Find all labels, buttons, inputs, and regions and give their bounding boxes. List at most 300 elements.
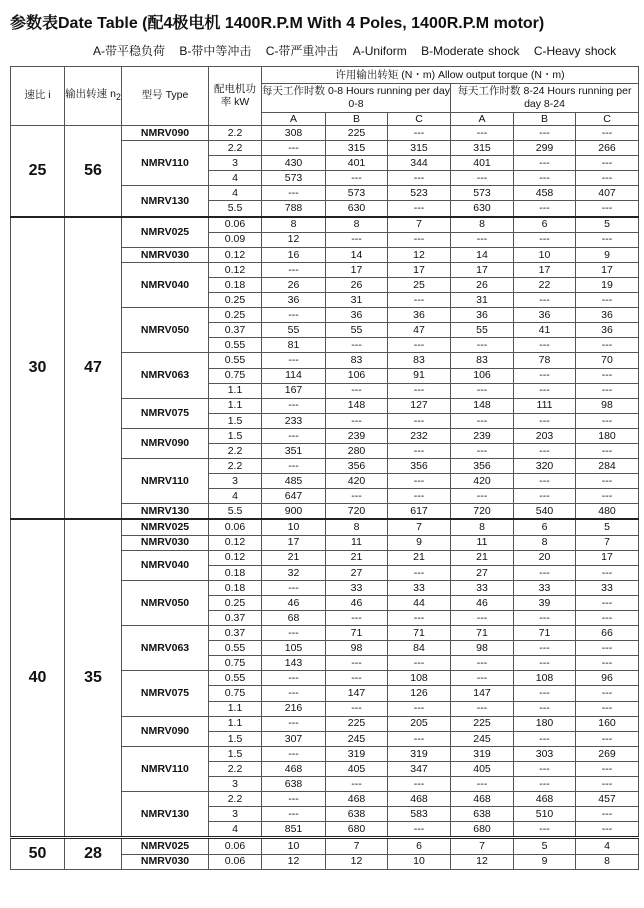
torque-cell: --- [388, 293, 451, 308]
torque-cell: --- [576, 701, 639, 716]
speed-cell: 56 [65, 126, 122, 217]
col-b-header: B [326, 113, 388, 126]
torque-cell: 420 [326, 474, 388, 489]
torque-cell: --- [576, 489, 639, 504]
torque-cell: --- [262, 792, 326, 807]
torque-cell: 84 [388, 641, 451, 656]
model-cell: NMRV040 [122, 262, 209, 307]
torque-cell: 78 [514, 353, 576, 368]
torque-cell: 12 [262, 854, 326, 869]
model-cell: NMRV030 [122, 247, 209, 262]
torque-cell: --- [388, 656, 451, 671]
power-cell: 0.37 [209, 611, 262, 626]
power-cell: 0.75 [209, 656, 262, 671]
torque-cell: 71 [388, 626, 451, 641]
torque-cell: 11 [451, 535, 514, 550]
torque-cell: --- [576, 731, 639, 746]
torque-cell: --- [514, 156, 576, 171]
torque-cell: 9 [576, 247, 639, 262]
torque-cell: 106 [326, 368, 388, 383]
torque-cell: 573 [262, 171, 326, 186]
torque-cell: 17 [388, 262, 451, 277]
model-cell: NMRV063 [122, 353, 209, 398]
torque-cell: 47 [388, 323, 451, 338]
torque-cell: 851 [262, 822, 326, 838]
model-cell: NMRV040 [122, 550, 209, 580]
torque-cell: --- [514, 686, 576, 701]
torque-cell: 225 [326, 716, 388, 731]
power-cell: 2.2 [209, 459, 262, 474]
power-cell: 0.55 [209, 338, 262, 353]
torque-cell: 39 [514, 595, 576, 610]
speed-cell: 28 [65, 838, 122, 869]
torque-cell: --- [388, 201, 451, 217]
torque-cell: --- [388, 383, 451, 398]
table-row [11, 519, 639, 535]
torque-cell: 401 [451, 156, 514, 171]
torque-cell: --- [514, 761, 576, 776]
power-cell: 4 [209, 489, 262, 504]
model-cell: NMRV130 [122, 186, 209, 217]
torque-cell: 8 [326, 217, 388, 233]
torque-cell: 66 [576, 626, 639, 641]
torque-cell: 41 [514, 323, 576, 338]
torque-cell: 36 [576, 323, 639, 338]
torque-cell: 680 [451, 822, 514, 838]
torque-cell: 7 [326, 838, 388, 854]
torque-cell: 106 [451, 368, 514, 383]
torque-cell: 36 [576, 308, 639, 323]
torque-cell: --- [576, 822, 639, 838]
torque-cell: 245 [326, 731, 388, 746]
torque-cell: 788 [262, 201, 326, 217]
legend-b-cn: B-带中等冲击 [179, 44, 252, 58]
legend-a-cn: A-带平稳负荷 [93, 44, 166, 58]
torque-cell: 457 [576, 792, 639, 807]
torque-cell: 55 [326, 323, 388, 338]
torque-cell: --- [576, 126, 639, 141]
torque-cell: 8 [326, 519, 388, 535]
torque-cell: --- [262, 262, 326, 277]
torque-cell: 36 [451, 308, 514, 323]
torque-cell: --- [262, 580, 326, 595]
torque-cell: 405 [326, 761, 388, 776]
table-row [11, 217, 639, 233]
power-cell: 1.5 [209, 746, 262, 761]
torque-cell: 485 [262, 474, 326, 489]
table-row [11, 838, 639, 854]
torque-cell: 71 [326, 626, 388, 641]
torque-cell: --- [451, 489, 514, 504]
torque-cell: --- [576, 413, 639, 428]
torque-cell: 319 [388, 746, 451, 761]
torque-cell: --- [326, 171, 388, 186]
torque-cell: 55 [262, 323, 326, 338]
torque-cell: --- [388, 565, 451, 580]
power-cell: 0.25 [209, 293, 262, 308]
torque-cell: --- [388, 413, 451, 428]
torque-cell: 239 [451, 428, 514, 443]
torque-cell: 108 [388, 671, 451, 686]
torque-cell: --- [451, 777, 514, 792]
torque-cell: --- [326, 671, 388, 686]
torque-cell: --- [262, 671, 326, 686]
torque-cell: --- [262, 398, 326, 413]
torque-cell: 27 [326, 565, 388, 580]
torque-cell: 647 [262, 489, 326, 504]
power-cell: 0.12 [209, 262, 262, 277]
torque-cell: 356 [451, 459, 514, 474]
torque-cell: 573 [451, 186, 514, 201]
col-a-header: A [262, 113, 326, 126]
torque-cell: 8 [576, 854, 639, 869]
torque-cell: --- [388, 474, 451, 489]
power-cell: 4 [209, 171, 262, 186]
torque-cell: --- [262, 186, 326, 201]
torque-cell: --- [514, 368, 576, 383]
torque-cell: --- [514, 293, 576, 308]
model-cell: NMRV075 [122, 398, 209, 428]
torque-cell: 720 [451, 504, 514, 520]
torque-cell: 468 [514, 792, 576, 807]
torque-cell: 583 [388, 807, 451, 822]
torque-cell: 232 [388, 428, 451, 443]
power-cell: 1.1 [209, 701, 262, 716]
table-body [11, 126, 639, 870]
torque-cell: 71 [514, 626, 576, 641]
torque-cell: --- [514, 641, 576, 656]
power-cell: 4 [209, 822, 262, 838]
torque-cell: 405 [451, 761, 514, 776]
model-cell: NMRV130 [122, 504, 209, 520]
col-c-header: C [388, 113, 451, 126]
torque-cell: 17 [576, 550, 639, 565]
torque-cell: 280 [326, 443, 388, 458]
torque-cell: 143 [262, 656, 326, 671]
power-cell: 1.1 [209, 398, 262, 413]
table-row [11, 126, 639, 141]
power-cell: 1.5 [209, 413, 262, 428]
torque-cell: 14 [451, 247, 514, 262]
torque-cell: --- [262, 686, 326, 701]
torque-cell: --- [576, 338, 639, 353]
power-cell: 1.1 [209, 383, 262, 398]
ratio-cell: 40 [11, 519, 65, 837]
torque-cell: --- [576, 656, 639, 671]
torque-cell: --- [576, 368, 639, 383]
torque-cell: 356 [326, 459, 388, 474]
model-cell: NMRV050 [122, 308, 209, 353]
torque-cell: 6 [514, 519, 576, 535]
torque-cell: --- [576, 611, 639, 626]
torque-cell: 203 [514, 428, 576, 443]
torque-cell: --- [262, 308, 326, 323]
torque-cell: 147 [451, 686, 514, 701]
torque-cell: 320 [514, 459, 576, 474]
torque-cell: 25 [388, 277, 451, 292]
speed-header-sub: 2 [115, 92, 121, 103]
torque-cell: 10 [262, 838, 326, 854]
torque-cell: 46 [451, 595, 514, 610]
power-cell: 0.12 [209, 247, 262, 262]
torque-cell: 55 [451, 323, 514, 338]
torque-cell: 147 [326, 686, 388, 701]
torque-cell: --- [576, 807, 639, 822]
torque-cell: 319 [451, 746, 514, 761]
torque-cell: 5 [576, 519, 639, 535]
ratio-cell: 50 [11, 838, 65, 869]
torque-cell: --- [576, 595, 639, 610]
torque-cell: --- [451, 701, 514, 716]
torque-cell: --- [514, 171, 576, 186]
torque-cell: 17 [576, 262, 639, 277]
power-cell: 0.37 [209, 323, 262, 338]
torque-cell: --- [388, 777, 451, 792]
power-cell: 0.18 [209, 580, 262, 595]
torque-cell: 12 [451, 854, 514, 869]
torque-cell: 83 [326, 353, 388, 368]
torque-cell: 245 [451, 731, 514, 746]
torque-cell: 4 [576, 838, 639, 854]
torque-cell: 269 [576, 746, 639, 761]
torque-cell: 160 [576, 716, 639, 731]
torque-cell: 5 [576, 217, 639, 233]
torque-cell: --- [451, 171, 514, 186]
torque-cell: --- [326, 383, 388, 398]
torque-cell: 22 [514, 277, 576, 292]
torque-cell: --- [388, 171, 451, 186]
power-header: 配电机功率 kW [209, 67, 262, 126]
power-cell: 0.55 [209, 641, 262, 656]
model-cell: NMRV063 [122, 626, 209, 671]
torque-cell: --- [514, 489, 576, 504]
torque-cell: 21 [262, 550, 326, 565]
torque-cell: 308 [262, 126, 326, 141]
torque-cell: 26 [451, 277, 514, 292]
col-a-header: A [451, 113, 514, 126]
torque-cell: --- [514, 822, 576, 838]
torque-cell: 468 [451, 792, 514, 807]
power-cell: 3 [209, 807, 262, 822]
torque-cell: 19 [576, 277, 639, 292]
torque-cell: --- [576, 383, 639, 398]
model-cell: NMRV110 [122, 746, 209, 791]
power-cell: 0.06 [209, 217, 262, 233]
speed-header-label: 输出转速 n [65, 88, 116, 101]
torque-cell: 46 [326, 595, 388, 610]
torque-cell: --- [262, 807, 326, 822]
table-header [11, 67, 639, 126]
torque-cell: 233 [262, 413, 326, 428]
torque-cell: 468 [262, 761, 326, 776]
torque-cell: 299 [514, 141, 576, 156]
torque-cell: 10 [514, 247, 576, 262]
torque-cell: --- [262, 746, 326, 761]
torque-cell: 21 [326, 550, 388, 565]
torque-cell: 21 [388, 550, 451, 565]
model-cell: NMRV110 [122, 141, 209, 186]
torque-cell: 20 [514, 550, 576, 565]
torque-cell: 225 [451, 716, 514, 731]
torque-cell: 266 [576, 141, 639, 156]
torque-cell: 83 [451, 353, 514, 368]
torque-cell: --- [514, 656, 576, 671]
torque-cell: 36 [262, 293, 326, 308]
torque-cell: 344 [388, 156, 451, 171]
torque-cell: 98 [576, 398, 639, 413]
power-cell: 0.55 [209, 353, 262, 368]
torque-cell: 9 [514, 854, 576, 869]
torque-cell: --- [576, 565, 639, 580]
torque-cell: 480 [576, 504, 639, 520]
torque-cell: --- [576, 232, 639, 247]
torque-cell: --- [514, 777, 576, 792]
torque-cell: --- [514, 701, 576, 716]
torque-cell: 96 [576, 671, 639, 686]
model-cell: NMRV075 [122, 671, 209, 716]
torque-cell: 630 [326, 201, 388, 217]
torque-cell: --- [576, 293, 639, 308]
torque-cell: 81 [262, 338, 326, 353]
torque-cell: 720 [326, 504, 388, 520]
torque-cell: --- [451, 671, 514, 686]
torque-cell: 12 [326, 854, 388, 869]
torque-cell: 7 [388, 519, 451, 535]
torque-cell: --- [576, 201, 639, 217]
torque-cell: --- [514, 474, 576, 489]
torque-cell: 7 [451, 838, 514, 854]
torque-cell: 617 [388, 504, 451, 520]
power-cell: 0.37 [209, 626, 262, 641]
power-cell: 0.75 [209, 686, 262, 701]
torque-cell: --- [576, 686, 639, 701]
torque-cell: --- [388, 731, 451, 746]
torque-cell: 44 [388, 595, 451, 610]
torque-cell: 8 [262, 217, 326, 233]
torque-cell: 9 [388, 535, 451, 550]
torque-cell: 108 [514, 671, 576, 686]
ratio-cell: 25 [11, 126, 65, 217]
power-cell: 5.5 [209, 504, 262, 520]
torque-cell: 98 [326, 641, 388, 656]
power-cell: 1.5 [209, 731, 262, 746]
power-cell: 0.25 [209, 308, 262, 323]
power-cell: 0.18 [209, 565, 262, 580]
torque-cell: --- [262, 716, 326, 731]
torque-cell: --- [576, 777, 639, 792]
torque-cell: 148 [326, 398, 388, 413]
torque-cell: --- [262, 626, 326, 641]
torque-cell: --- [388, 701, 451, 716]
torque-cell: 239 [326, 428, 388, 443]
torque-cell: 540 [514, 504, 576, 520]
power-cell: 2.2 [209, 761, 262, 776]
torque-cell: --- [388, 126, 451, 141]
torque-cell: 284 [576, 459, 639, 474]
torque-cell: --- [388, 443, 451, 458]
torque-cell: --- [451, 443, 514, 458]
torque-cell: 31 [326, 293, 388, 308]
torque-cell: --- [326, 232, 388, 247]
torque-cell: 26 [262, 277, 326, 292]
torque-cell: 315 [388, 141, 451, 156]
torque-cell: 114 [262, 368, 326, 383]
torque-cell: 21 [451, 550, 514, 565]
torque-cell: --- [514, 413, 576, 428]
power-cell: 0.06 [209, 519, 262, 535]
torque-cell: 510 [514, 807, 576, 822]
model-cell: NMRV025 [122, 838, 209, 854]
torque-cell: --- [388, 232, 451, 247]
torque-cell: 12 [262, 232, 326, 247]
torque-cell: 36 [514, 308, 576, 323]
type-header: 型号 Type [122, 67, 209, 126]
torque-cell: 16 [262, 247, 326, 262]
col-b-header: B [514, 113, 576, 126]
torque-cell: 7 [388, 217, 451, 233]
torque-cell: --- [514, 443, 576, 458]
torque-cell: --- [388, 489, 451, 504]
power-cell: 0.12 [209, 550, 262, 565]
torque-cell: 205 [388, 716, 451, 731]
torque-cell: 33 [451, 580, 514, 595]
power-cell: 3 [209, 777, 262, 792]
torque-cell: 36 [326, 308, 388, 323]
torque-header: 许用输出转矩 (N・m) Allow output torque (N・m) [262, 67, 639, 84]
torque-cell: 6 [388, 838, 451, 854]
torque-cell: --- [514, 731, 576, 746]
torque-cell: 307 [262, 731, 326, 746]
legend-c-cn: C-带严重冲击 [265, 44, 339, 58]
torque-cell: 36 [388, 308, 451, 323]
torque-cell: 10 [388, 854, 451, 869]
power-cell: 4 [209, 186, 262, 201]
model-cell: NMRV090 [122, 716, 209, 746]
torque-cell: --- [451, 338, 514, 353]
torque-cell: 638 [326, 807, 388, 822]
torque-cell: 33 [388, 580, 451, 595]
power-cell: 0.12 [209, 535, 262, 550]
torque-cell: 7 [576, 535, 639, 550]
load-legend [93, 42, 626, 59]
torque-cell: 315 [326, 141, 388, 156]
torque-cell: 33 [514, 580, 576, 595]
torque-cell: 356 [388, 459, 451, 474]
torque-cell: --- [262, 141, 326, 156]
torque-cell: 14 [326, 247, 388, 262]
torque-cell: 148 [451, 398, 514, 413]
model-cell: NMRV025 [122, 519, 209, 535]
power-cell: 0.09 [209, 232, 262, 247]
torque-cell: --- [326, 489, 388, 504]
model-cell: NMRV050 [122, 580, 209, 625]
torque-cell: --- [514, 232, 576, 247]
torque-cell: --- [326, 338, 388, 353]
torque-cell: 303 [514, 746, 576, 761]
torque-cell: --- [576, 171, 639, 186]
torque-cell: 11 [326, 535, 388, 550]
torque-cell: 17 [451, 262, 514, 277]
model-cell: NMRV110 [122, 459, 209, 504]
torque-cell: 68 [262, 611, 326, 626]
torque-cell: --- [326, 611, 388, 626]
torque-cell: --- [514, 383, 576, 398]
torque-cell: 71 [451, 626, 514, 641]
power-cell: 2.2 [209, 126, 262, 141]
torque-cell: --- [262, 459, 326, 474]
power-cell: 0.06 [209, 838, 262, 854]
torque-cell: 680 [326, 822, 388, 838]
